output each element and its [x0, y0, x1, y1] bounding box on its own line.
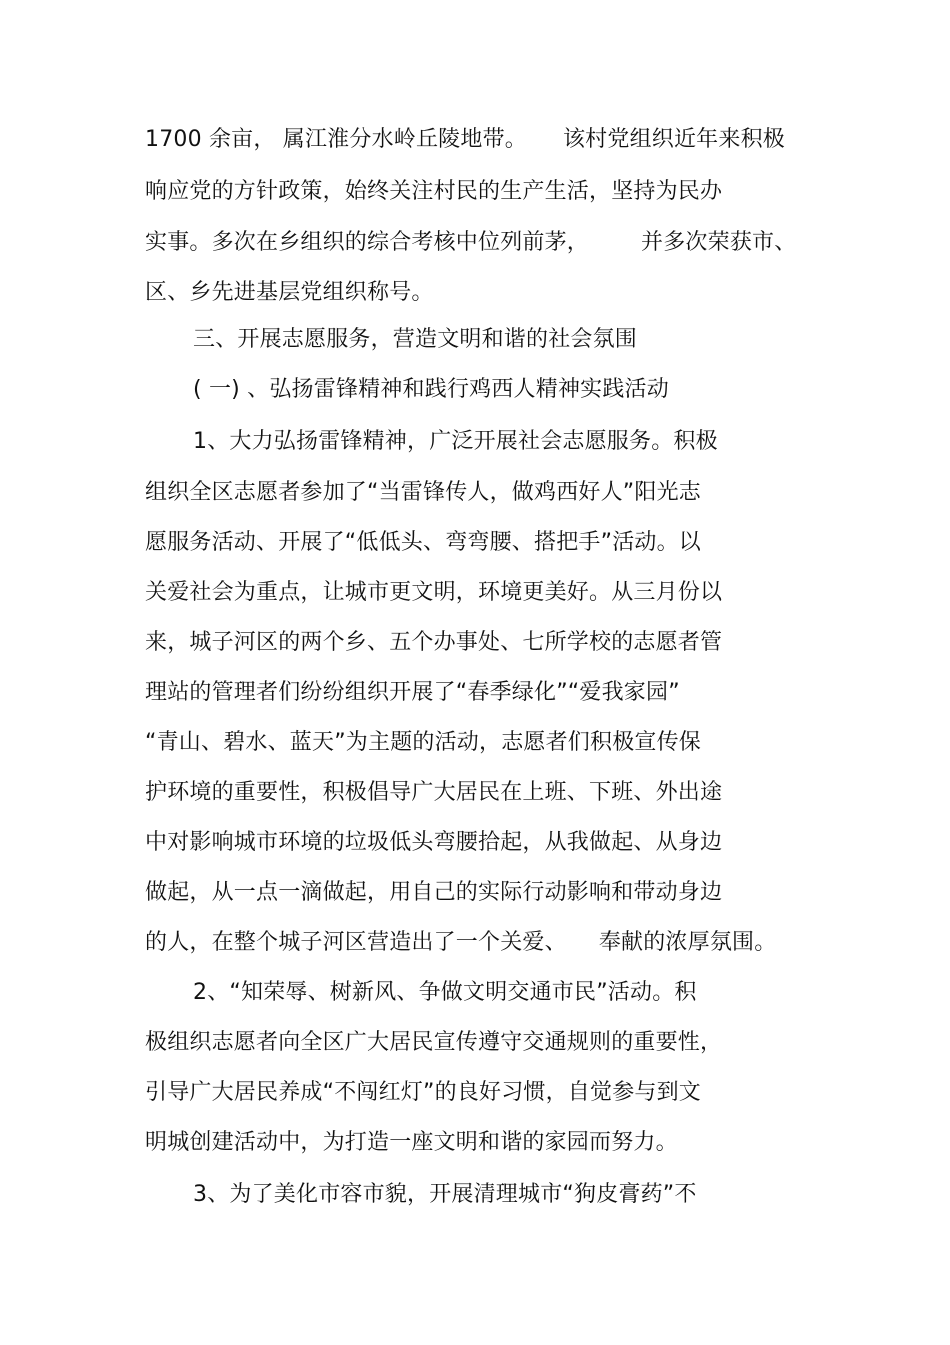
subsection-heading: ( 一) 、弘扬雷锋精神和践行鸡西人精神实践活动	[193, 377, 669, 402]
paragraph-3-line-1: 3、为了美化市容市貌，开展清理城市“狗皮膏药”不	[193, 1182, 697, 1207]
text-line-3	[145, 228, 796, 258]
paragraph-1-line-4: 关爱社会为重点，让城市更文明，环境更美好。从三月份以	[145, 580, 723, 605]
paragraph-2-line-2: 极组织志愿者向全区广大居民宣传遵守交通规则的重要性，	[145, 1030, 723, 1055]
text-line-2: 响应党的方针政策，始终关注村民的生产生活，坚持为民办	[145, 179, 723, 204]
text-line-4: 区、乡先进基层党组织称号。	[145, 280, 434, 305]
paragraph-1-line-8: 护环境的重要性，积极倡导广大居民在上班、下班、外出途	[145, 780, 723, 805]
section-heading: 三、开展志愿服务，营造文明和谐的社会氛围	[193, 327, 638, 352]
text-segment: 实事。多次在乡组织的综合考核中位列前茅，	[145, 230, 590, 255]
paragraph-1-line-5: 来，城子河区的两个乡、五个办事处、七所学校的志愿者管	[145, 630, 723, 655]
text-segment: 奉献的浓厚氛围。	[598, 930, 777, 955]
text-segment: 1700 余亩， 属江淮分水岭丘陵地带。	[145, 127, 527, 152]
paragraph-2-line-3: 引导广大居民养成“不闯红灯”的良好习惯，自觉参与到文	[145, 1080, 701, 1105]
paragraph-1-line-1: 1、大力弘扬雷锋精神，广泛开展社会志愿服务。积极	[193, 429, 718, 454]
paragraph-1-line-7: “青山、碧水、蓝天”为主题的活动，志愿者们积极宣传保	[145, 730, 701, 755]
paragraph-2-line-1: 2、“知荣辱、树新风、争做文明交通市民”活动。积	[193, 980, 697, 1005]
paragraph-1-line-6: 理站的管理者们纷纷组织开展了“春季绿化”“爱我家园”	[145, 680, 680, 705]
text-segment: 的人，在整个城子河区营造出了一个关爱、	[145, 930, 567, 955]
paragraph-1-line-2: 组织全区志愿者参加了“当雷锋传人，做鸡西好人”阳光志	[145, 480, 701, 505]
paragraph-1-line-3: 愿服务活动、开展了“低低头、弯弯腰、搭把手”活动。以	[145, 530, 701, 555]
paragraph-1-line-9: 中对影响城市环境的垃圾低头弯腰拾起，从我做起、从身边	[145, 830, 723, 855]
text-segment: 该村党组织近年来积极	[562, 127, 785, 152]
paragraph-1-line-11	[145, 928, 776, 958]
text-line-1	[145, 125, 785, 155]
paragraph-2-line-4: 明城创建活动中，为打造一座文明和谐的家园而努力。	[145, 1130, 678, 1155]
text-segment: 并多次荣获市、	[641, 230, 797, 255]
paragraph-1-line-10: 做起，从一点一滴做起，用自己的实际行动影响和带动身边	[145, 880, 723, 905]
